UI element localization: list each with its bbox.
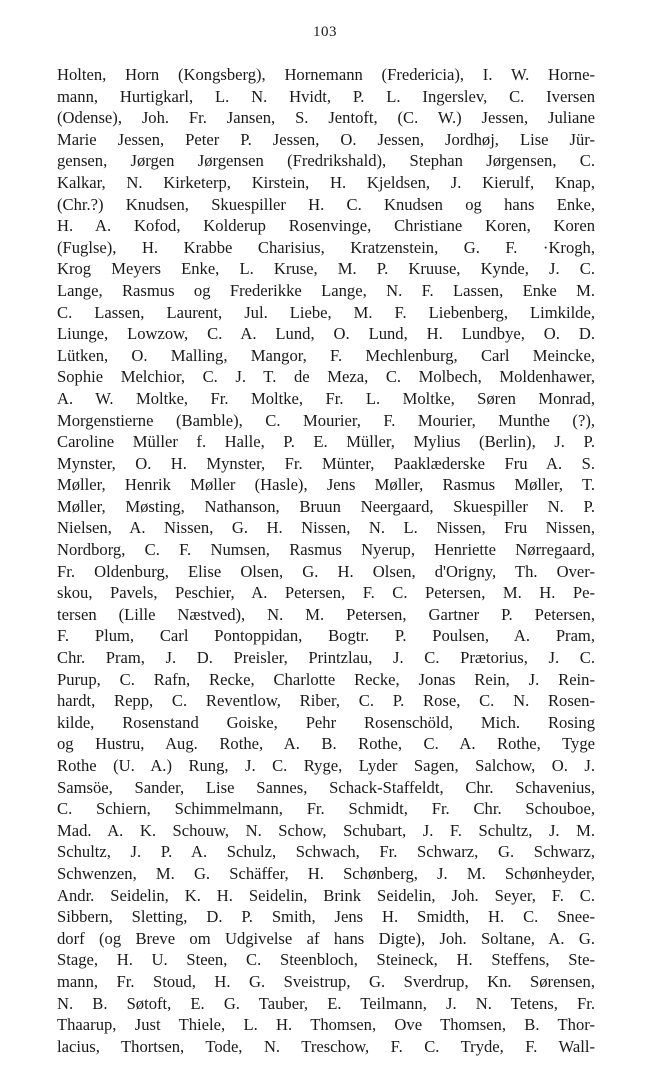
text-line: Caroline Müller f. Halle, P. E. Müller, Mylius (Berlin), J. P. <box>57 432 595 452</box>
text-line: A. W. Moltke, Fr. Moltke, Fr. L. Moltke, Søren Monrad, <box>57 388 595 408</box>
text-line: Møller, Henrik Møller (Hasle), Jens Møller, Rasmus Møller, T. <box>57 475 595 495</box>
text-line: Sophie Melchior, C. J. T. de Meza, C. Molbech, Moldenhawer, <box>57 367 595 387</box>
text-line: Thaarup, Just Thiele, L. H. Thomsen, Ove Thomsen, B. Thor- <box>57 1015 595 1035</box>
text-line: Mynster, O. H. Mynster, Fr. Münter, Paaklæderske Fru A. S. <box>57 453 595 473</box>
text-line: Fr. Oldenburg, Elise Olsen, G. H. Olsen, d'Origny, Th. Over- <box>57 561 595 581</box>
text-line: Holten, Horn (Kongsberg), Hornemann (Fredericia), I. W. Horne- <box>57 65 595 84</box>
text-line: (Fuglse), H. Krabbe Charisius, Kratzenstein, G. F. ·Krogh, <box>57 237 595 257</box>
text-line: Lange, Rasmus og Frederikke Lange, N. F. Lassen, Enke M. <box>57 280 595 300</box>
text-line: Nordborg, C. F. Numsen, Rasmus Nyerup, Henriette Nørregaard, <box>57 540 595 560</box>
text-line: F. Plum, Carl Pontoppidan, Bogtr. P. Poulsen, A. Pram, <box>57 626 595 646</box>
text-line: C. Lassen, Laurent, Jul. Liebe, M. F. Liebenberg, Limkilde, <box>57 302 595 322</box>
text-line: C. Schiern, Schimmelmann, Fr. Schmidt, Fr. Chr. Schouboe, <box>57 799 595 819</box>
text-line: Nielsen, A. Nissen, G. H. Nissen, N. L. Nissen, Fru Nissen, <box>57 518 595 538</box>
text-line: Rothe (U. A.) Rung, J. C. Ryge, Lyder Sagen, Salchow, O. J. <box>57 756 595 775</box>
text-line: Schwenzen, M. G. Schäffer, H. Schønberg, J. M. Schønheyder, <box>57 863 595 883</box>
text-line: Marie Jessen, Peter P. Jessen, O. Jessen, Jordhøj, Lise Jür- <box>57 129 595 149</box>
text-line: skou, Pavels, Peschier, A. Petersen, F. C. Petersen, M. H. Pe- <box>57 583 595 603</box>
text-line: mann, Hurtigkarl, L. N. Hvidt, P. L. Ingerslev, C. Iversen <box>57 86 595 106</box>
text-line: H. A. Kofod, Kolderup Rosenvinge, Christiane Koren, Koren <box>57 216 595 236</box>
text-line: Mad. A. K. Schouw, N. Schow, Schubart, J. F. Schultz, J. M. <box>57 820 595 840</box>
body-text <box>57 64 595 1057</box>
text-line: mann, Fr. Stoud, H. G. Sveistrup, G. Sverdrup, Kn. Sørensen, <box>57 971 595 991</box>
text-line: Andr. Seidelin, K. H. Seidelin, Brink Seidelin, Joh. Seyer, F. C. <box>57 885 595 905</box>
text-line: tersen (Lille Næstved), N. M. Petersen, Gartner P. Petersen, <box>57 604 595 624</box>
text-line: Samsöe, Sander, Lise Sannes, Schack-Staffeldt, Chr. Schavenius, <box>57 777 595 797</box>
text-line: Kalkar, N. Kirketerp, Kirstein, H. Kjeldsen, J. Kierulf, Knap, <box>57 172 595 192</box>
text-line: Krog Meyers Enke, L. Kruse, M. P. Kruuse, Kynde, J. C. <box>57 259 595 279</box>
text-line: N. B. Søtoft, E. G. Tauber, E. Teilmann, J. N. Tetens, Fr. <box>57 993 595 1013</box>
text-line: Lütken, O. Malling, Mangor, F. Mechlenburg, Carl Meincke, <box>57 345 595 365</box>
text-line: hardt, Repp, C. Reventlow, Riber, C. P. Rose, C. N. Rosen- <box>57 691 595 711</box>
text-line: lacius, Thortsen, Tode, N. Treschow, F. C. Tryde, F. Wall- <box>57 1036 595 1056</box>
text-line: Schultz, J. P. A. Schulz, Schwach, Fr. Schwarz, G. Schwarz, <box>57 842 595 862</box>
text-line: Stage, H. U. Steen, C. Steenbloch, Steineck, H. Steffens, Ste- <box>57 950 595 970</box>
text-line: (Odense), Joh. Fr. Jansen, S. Jentoft, (C. W.) Jessen, Juliane <box>57 108 595 128</box>
text-line: kilde, Rosenstand Goiske, Pehr Rosenschöld, Mich. Rosing <box>57 712 595 732</box>
text-line: dorf (og Breve om Udgivelse af hans Digte), Joh. Soltane, A. G. <box>57 928 595 948</box>
text-line: Chr. Pram, J. D. Preisler, Printzlau, J. C. Prætorius, J. C. <box>57 648 595 668</box>
text-line: og Hustru, Aug. Rothe, A. B. Rothe, C. A. Rothe, Tyge <box>57 734 595 754</box>
text-line: Liunge, Lowzow, C. A. Lund, O. Lund, H. Lundbye, O. D. <box>57 324 595 344</box>
text-line: Sibbern, Sletting, D. P. Smith, Jens H. Smidth, H. C. Snee- <box>57 907 595 927</box>
text-line: gensen, Jørgen Jørgensen (Fredrikshald), Stephan Jørgensen, C. <box>57 151 595 171</box>
text-line: (Chr.?) Knudsen, Skuespiller H. C. Knudsen og hans Enke, <box>57 194 595 214</box>
text-line: Purup, C. Rafn, Recke, Charlotte Recke, Jonas Rein, J. Rein- <box>57 669 595 689</box>
text-line: Møller, Møsting, Nathanson, Bruun Neergaard, Skuespiller N. P. <box>57 496 595 516</box>
page-number: 103 <box>313 24 337 40</box>
text-line: Morgenstierne (Bamble), C. Mourier, F. Mourier, Munthe (?), <box>57 410 595 430</box>
